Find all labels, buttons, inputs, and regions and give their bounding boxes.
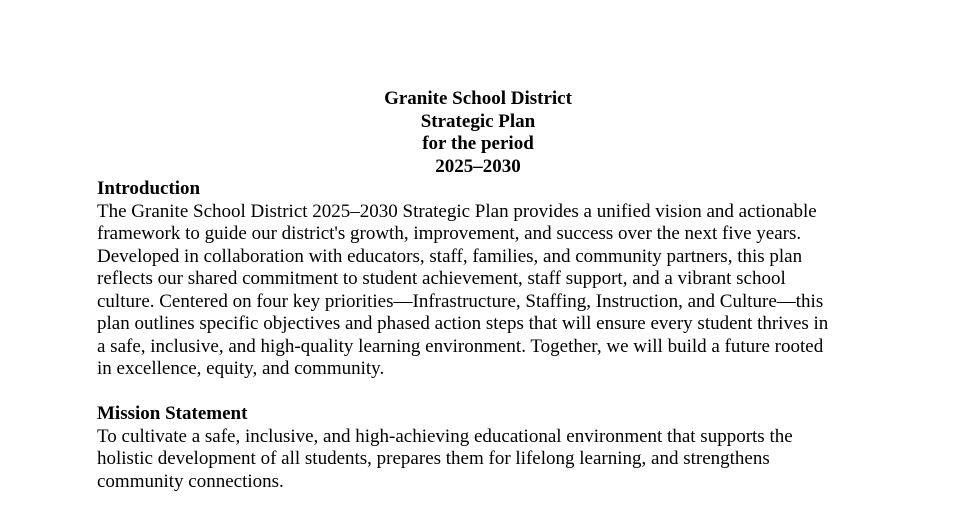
mission-heading: Mission Statement	[97, 403, 248, 424]
period-years: 2025–2030	[435, 155, 521, 177]
plan-title: Strategic Plan	[420, 110, 536, 132]
mission-paragraph	[97, 426, 887, 494]
introduction-paragraph	[97, 201, 887, 381]
paragraph-line: culture. Centered on four key priorities—Infrastructure, Staffing, Instruction, and Culture—this	[97, 290, 824, 312]
paragraph-line: framework to guide our district's growth, improvement, and success over the next five years.	[97, 223, 802, 244]
district-name: Granite School District	[384, 88, 572, 109]
paragraph-line: The Granite School District 2025–2030 Strategic Plan provides a unified vision and actionable	[97, 200, 817, 222]
section-spacer	[97, 381, 887, 404]
introduction-section	[97, 178, 887, 381]
paragraph-line: plan outlines specific objectives and phased action steps that will ensure every student thrives in	[97, 313, 829, 334]
period-label: for the period	[422, 133, 534, 154]
document-title-block	[0, 88, 956, 178]
paragraph-line: community connections.	[97, 470, 284, 492]
introduction-heading: Introduction	[97, 178, 201, 199]
paragraph-line: holistic development of all students, prepares them for lifelong learning, and strengthens	[97, 448, 770, 469]
paragraph-line: To cultivate a safe, inclusive, and high-achieving educational environment that supports the	[97, 425, 793, 447]
paragraph-line: in excellence, equity, and community.	[97, 358, 385, 379]
document-body	[97, 178, 887, 493]
paragraph-line: reflects our shared commitment to student achievement, staff support, and a vibrant school	[97, 268, 786, 289]
paragraph-line: a safe, inclusive, and high-quality learning environment. Together, we will build a future rooted	[97, 335, 824, 357]
mission-section	[97, 403, 887, 493]
paragraph-line: Developed in collaboration with educators, staff, families, and community partners, this plan	[97, 245, 803, 267]
